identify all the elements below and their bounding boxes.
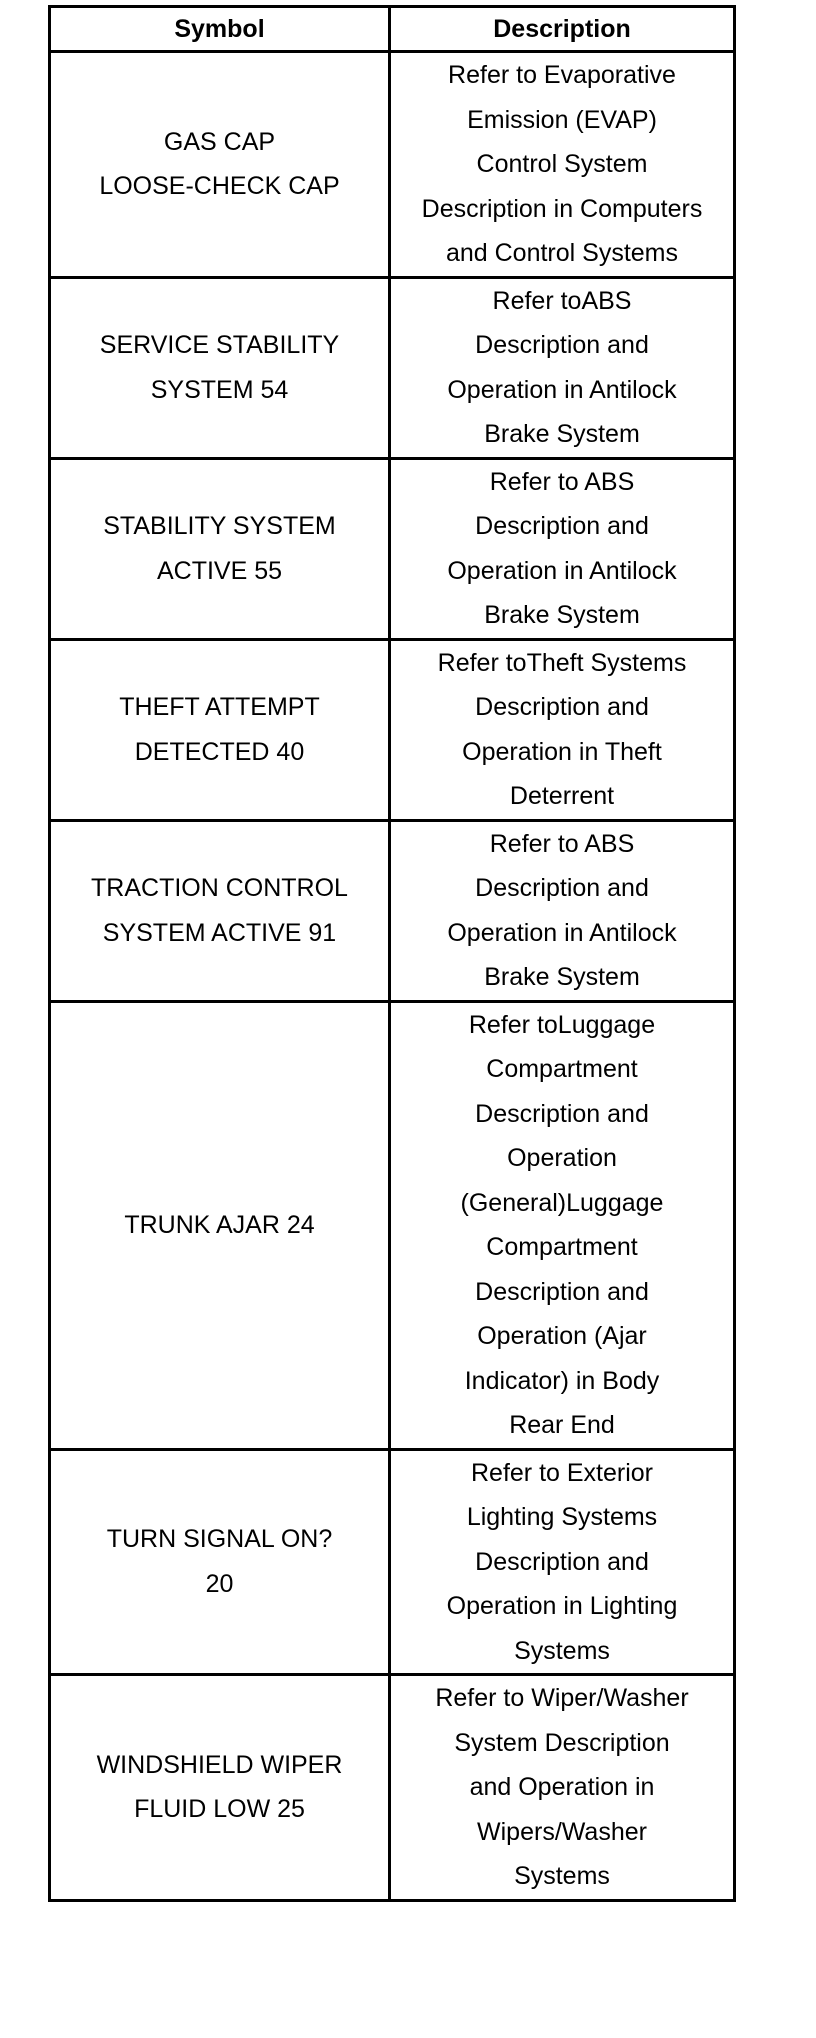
description-text: Refer to Exterior Lighting Systems Description and Operation in Lighting Systems	[446, 1458, 678, 1665]
description-cell	[390, 52, 735, 278]
description-text: Refer toTheft Systems Description and Operation in Theft Deterrent	[437, 648, 687, 810]
description-cell	[390, 820, 735, 1001]
symbol-text: STABILITY SYSTEM ACTIVE 55	[103, 512, 336, 585]
description-text: Refer toLuggage Compartment Description and Operation (General)Luggage Compartment Description and Operation (Ajar Indicator) in Body Rear End	[460, 1010, 664, 1439]
table-row	[50, 639, 735, 820]
symbol-text: TRACTION CONTROL SYSTEM ACTIVE 91	[91, 874, 348, 947]
description-text: Refer toABS Description and Operation in Antilock Brake System	[447, 286, 677, 448]
symbol-text: SERVICE STABILITY SYSTEM 54	[99, 331, 340, 404]
symbol-cell	[50, 639, 390, 820]
table-row	[50, 820, 735, 1001]
column-header-description: Description	[390, 7, 735, 52]
description-text: Refer to ABS Description and Operation in Antilock Brake System	[447, 467, 677, 629]
table-row	[50, 1675, 735, 1901]
description-cell	[390, 1449, 735, 1675]
description-cell	[390, 277, 735, 458]
symbol-cell	[50, 1001, 390, 1449]
table-row	[50, 1449, 735, 1675]
description-cell	[390, 1001, 735, 1449]
symbol-description-table	[48, 5, 736, 1902]
symbol-text: TURN SIGNAL ON? 20	[106, 1525, 333, 1598]
table-row	[50, 1001, 735, 1449]
description-cell	[390, 1675, 735, 1901]
table-row	[50, 277, 735, 458]
symbol-cell	[50, 277, 390, 458]
symbol-cell	[50, 1675, 390, 1901]
description-cell	[390, 639, 735, 820]
column-header-symbol: Symbol	[50, 7, 390, 52]
description-text: Refer to Wiper/Washer System Description and Operation in Wipers/Washer Systems	[435, 1684, 689, 1890]
symbol-text: WINDSHIELD WIPER FLUID LOW 25	[96, 1750, 343, 1824]
symbol-cell	[50, 1449, 390, 1675]
symbol-cell	[50, 52, 390, 278]
header-row	[50, 7, 735, 52]
description-text: Refer to ABS Description and Operation in Antilock Brake System	[447, 829, 677, 991]
table-row	[50, 52, 735, 278]
symbol-text: GAS CAP LOOSE-CHECK CAP	[99, 127, 340, 201]
table-row	[50, 458, 735, 639]
symbol-text: THEFT ATTEMPT DETECTED 40	[119, 693, 320, 766]
description-cell	[390, 458, 735, 639]
symbol-cell	[50, 458, 390, 639]
symbol-cell	[50, 820, 390, 1001]
symbol-text: TRUNK AJAR 24	[124, 1210, 315, 1239]
description-text: Refer to Evaporative Emission (EVAP) Control System Description in Computers and Control Systems	[421, 61, 703, 267]
